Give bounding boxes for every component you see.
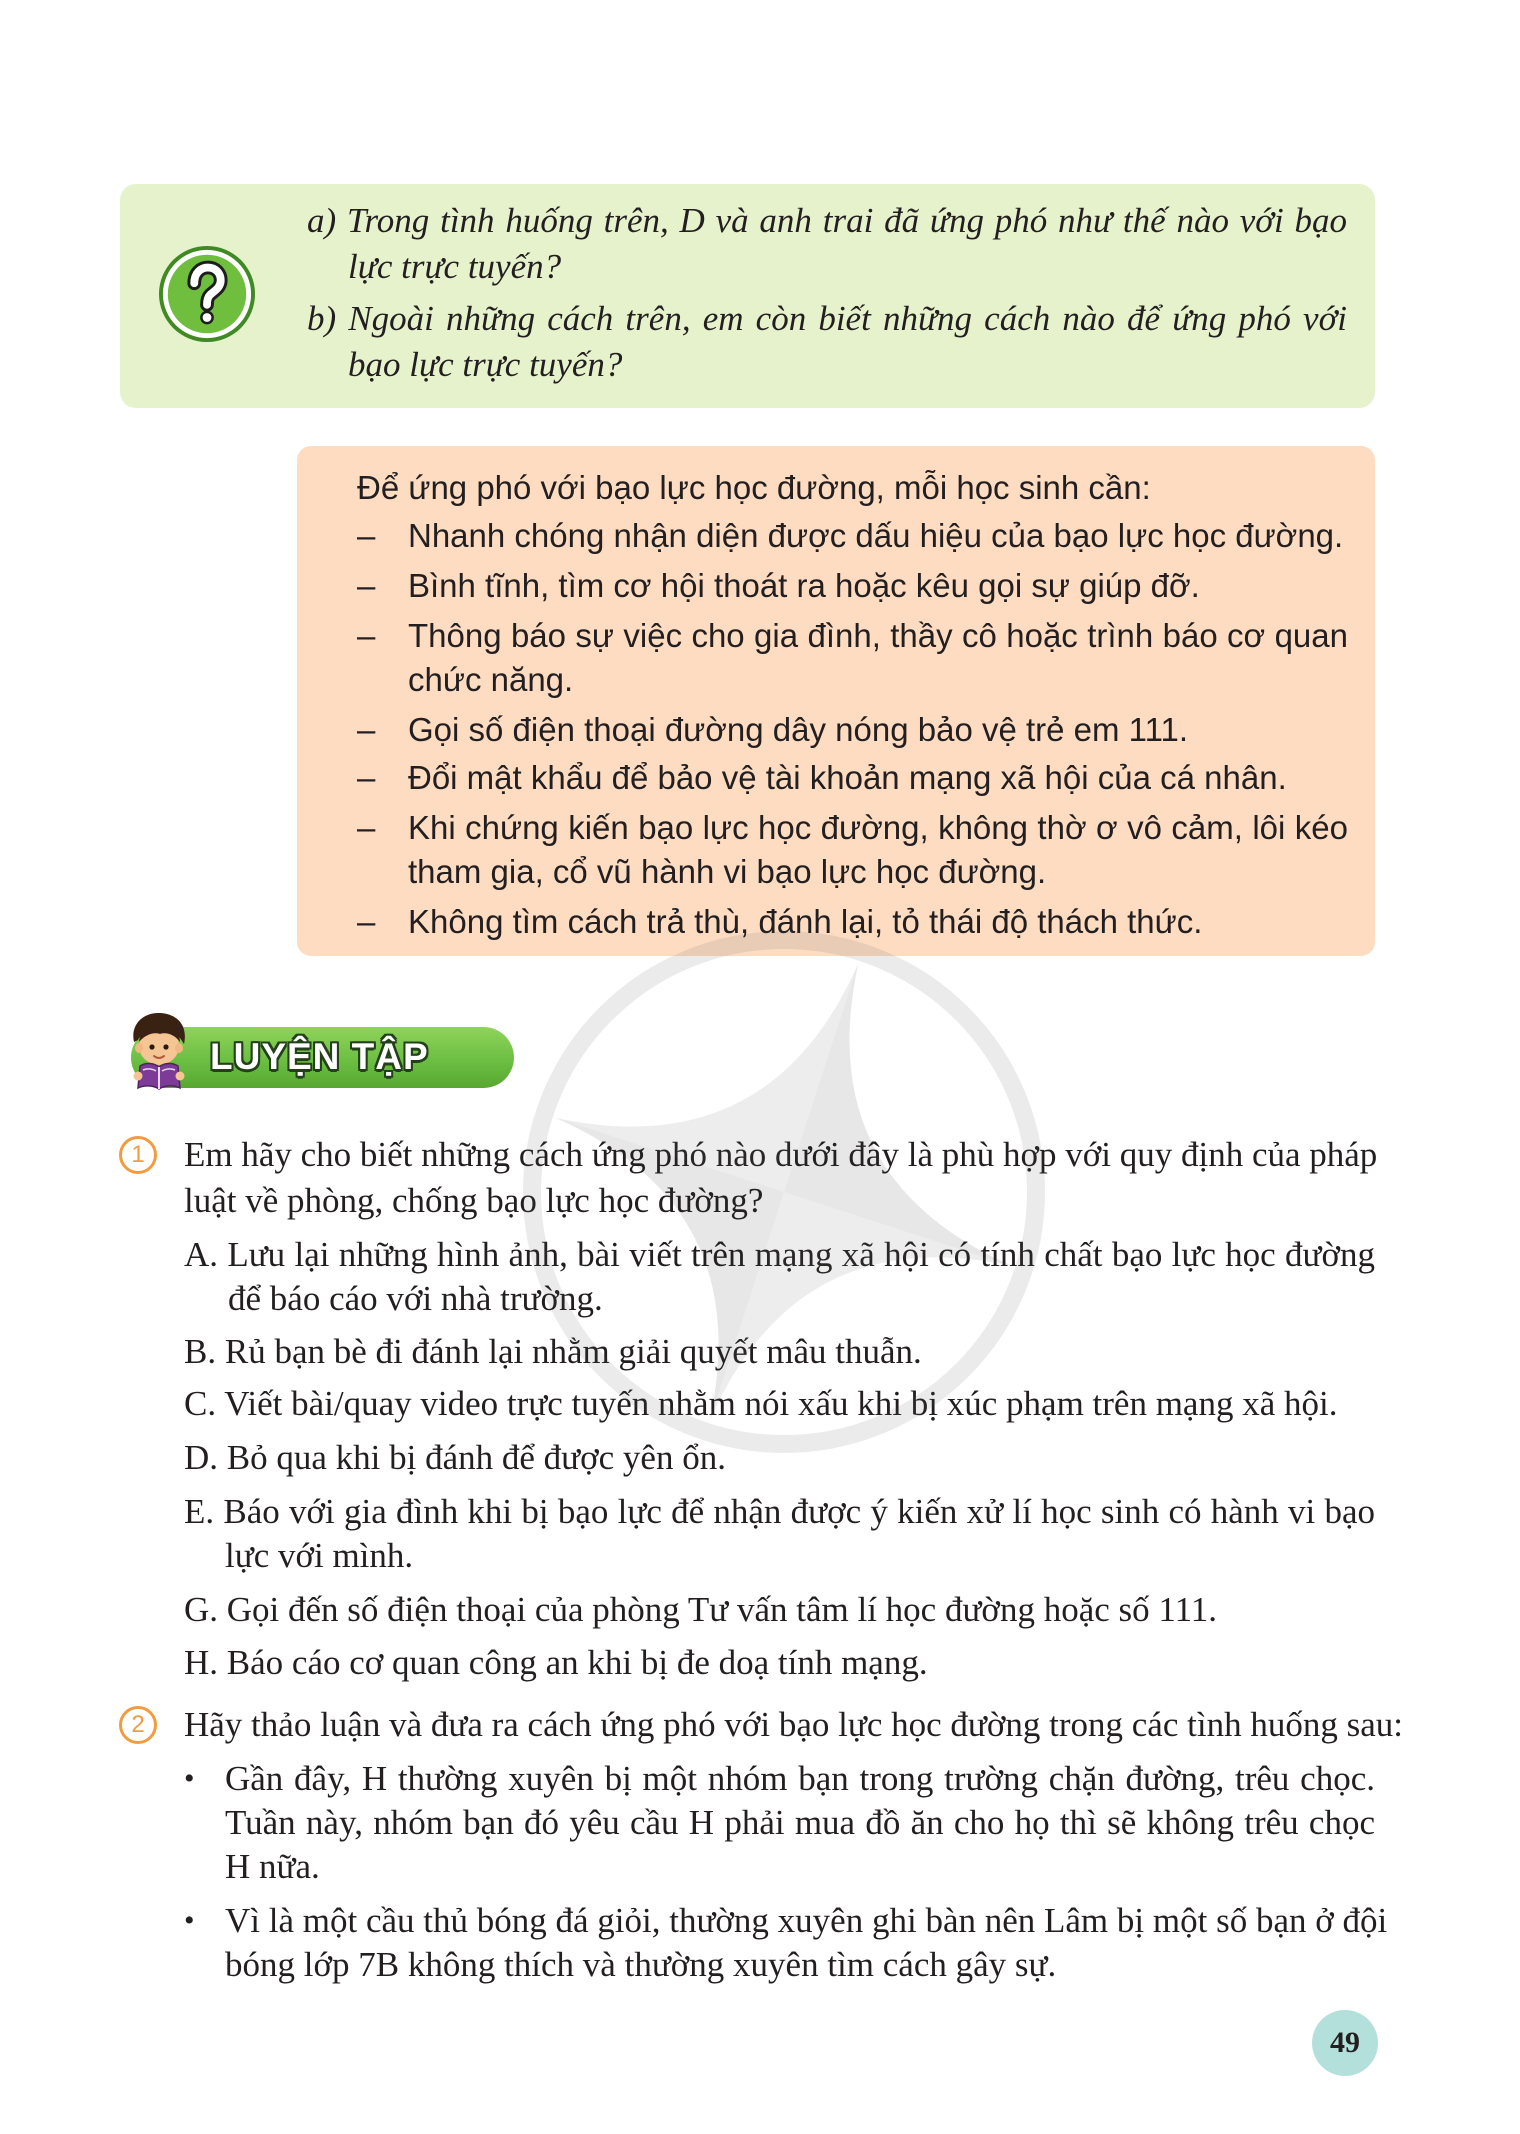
summary-intro: Để ứng phó với bạo lực học đường, mỗi học sinh cần: xyxy=(357,469,1151,506)
exercise-1-number: 1 xyxy=(119,1136,157,1174)
student-reading-icon xyxy=(120,1008,198,1094)
exercise-1-option-a-line-2: để báo cáo với nhà trường. xyxy=(228,1279,603,1318)
exercise-1-option-b: B. Rủ bạn bè đi đánh lại nhằm giải quyết mâu thuẫn. xyxy=(184,1332,922,1371)
summary-item-1: Nhanh chóng nhận diện được dấu hiệu của bạo lực học đường. xyxy=(408,517,1344,554)
practice-heading: LUYỆN TẬP xyxy=(210,1036,429,1077)
summary-dash: – xyxy=(357,617,376,654)
exercise-1-question-line-1: Em hãy cho biết những cách ứng phó nào dưới đây là phù hợp với quy định của pháp xyxy=(184,1135,1378,1174)
exercise-1-option-a-line-1: A. Lưu lại những hình ảnh, bài viết trên mạng xã hội có tính chất bạo lực học đường xyxy=(184,1235,1375,1274)
exercise-1-option-c: C. Viết bài/quay video trực tuyến nhằm nói xấu khi bị xúc phạm trên mạng xã hội. xyxy=(184,1384,1338,1423)
summary-item-7: Không tìm cách trả thù, đánh lại, tỏ thái độ thách thức. xyxy=(408,903,1203,940)
summary-item-2: Bình tĩnh, tìm cơ hội thoát ra hoặc kêu gọi sự giúp đỡ. xyxy=(408,567,1200,604)
situation-1-line-2: Tuần này, nhóm bạn đó yêu cầu H phải mua đồ ăn cho họ thì sẽ không trêu chọc xyxy=(225,1803,1375,1842)
question-b-line-1: b) Ngoài những cách trên, em còn biết những cách nào để ứng phó với xyxy=(307,299,1347,338)
summary-item-6-line-1: Khi chứng kiến bạo lực học đường, không thờ ơ vô cảm, lôi kéo xyxy=(408,809,1348,846)
exercise-1-option-e-line-1: E. Báo với gia đình khi bị bạo lực để nhận được ý kiến xử lí học sinh có hành vi bạo xyxy=(184,1492,1375,1531)
situation-2-line-1: Vì là một cầu thủ bóng đá giỏi, thường xuyên ghi bàn nên Lâm bị một số bạn ở đội xyxy=(225,1901,1388,1940)
summary-item-3-line-1: Thông báo sự việc cho gia đình, thầy cô hoặc trình báo cơ quan xyxy=(408,617,1348,654)
summary-dash: – xyxy=(357,517,376,554)
exercise-2-prompt: Hãy thảo luận và đưa ra cách ứng phó với bạo lực học đường trong các tình huống sau: xyxy=(184,1705,1403,1744)
exercise-1-question-line-2: luật về phòng, chống bạo lực học đường? xyxy=(184,1181,764,1220)
bullet-icon: • xyxy=(184,1904,195,1937)
summary-dash: – xyxy=(357,567,376,604)
summary-item-3-line-2: chức năng. xyxy=(408,661,574,698)
summary-dash: – xyxy=(357,903,376,940)
exercise-1-option-g: G. Gọi đến số điện thoại của phòng Tư vấn tâm lí học đường hoặc số 111. xyxy=(184,1590,1218,1629)
summary-item-5: Đổi mật khẩu để bảo vệ tài khoản mạng xã hội của cá nhân. xyxy=(408,759,1287,796)
summary-item-4: Gọi số điện thoại đường dây nóng bảo vệ trẻ em 111. xyxy=(408,711,1189,748)
question-mark-icon xyxy=(158,245,256,343)
question-a-line-2: lực trực tuyến? xyxy=(348,247,562,286)
summary-dash: – xyxy=(357,759,376,796)
exercise-1-option-d: D. Bỏ qua khi bị đánh để được yên ổn. xyxy=(184,1438,726,1477)
page-number: 49 xyxy=(1312,2010,1378,2076)
question-a-line-1: a) Trong tình huống trên, D và anh trai đã ứng phó như thế nào với bạo xyxy=(307,201,1347,240)
exercise-1-option-h: H. Báo cáo cơ quan công an khi bị đe doạ tính mạng. xyxy=(184,1643,928,1682)
exercise-1-option-e-line-2: lực với mình. xyxy=(225,1536,414,1575)
situation-1-line-1: Gần đây, H thường xuyên bị một nhóm bạn trong trường chặn đường, trêu chọc. xyxy=(225,1759,1375,1798)
exercise-2-number: 2 xyxy=(119,1706,157,1744)
situation-2-line-2: bóng lớp 7B không thích và thường xuyên tìm cách gây sự. xyxy=(225,1945,1057,1984)
situation-1-line-3: H nữa. xyxy=(225,1847,320,1886)
bullet-icon: • xyxy=(184,1762,195,1795)
question-b-line-2: bạo lực trực tuyến? xyxy=(348,345,623,384)
summary-item-6-line-2: tham gia, cổ vũ hành vi bạo lực học đường. xyxy=(408,853,1047,890)
summary-dash: – xyxy=(357,711,376,748)
summary-dash: – xyxy=(357,809,376,846)
